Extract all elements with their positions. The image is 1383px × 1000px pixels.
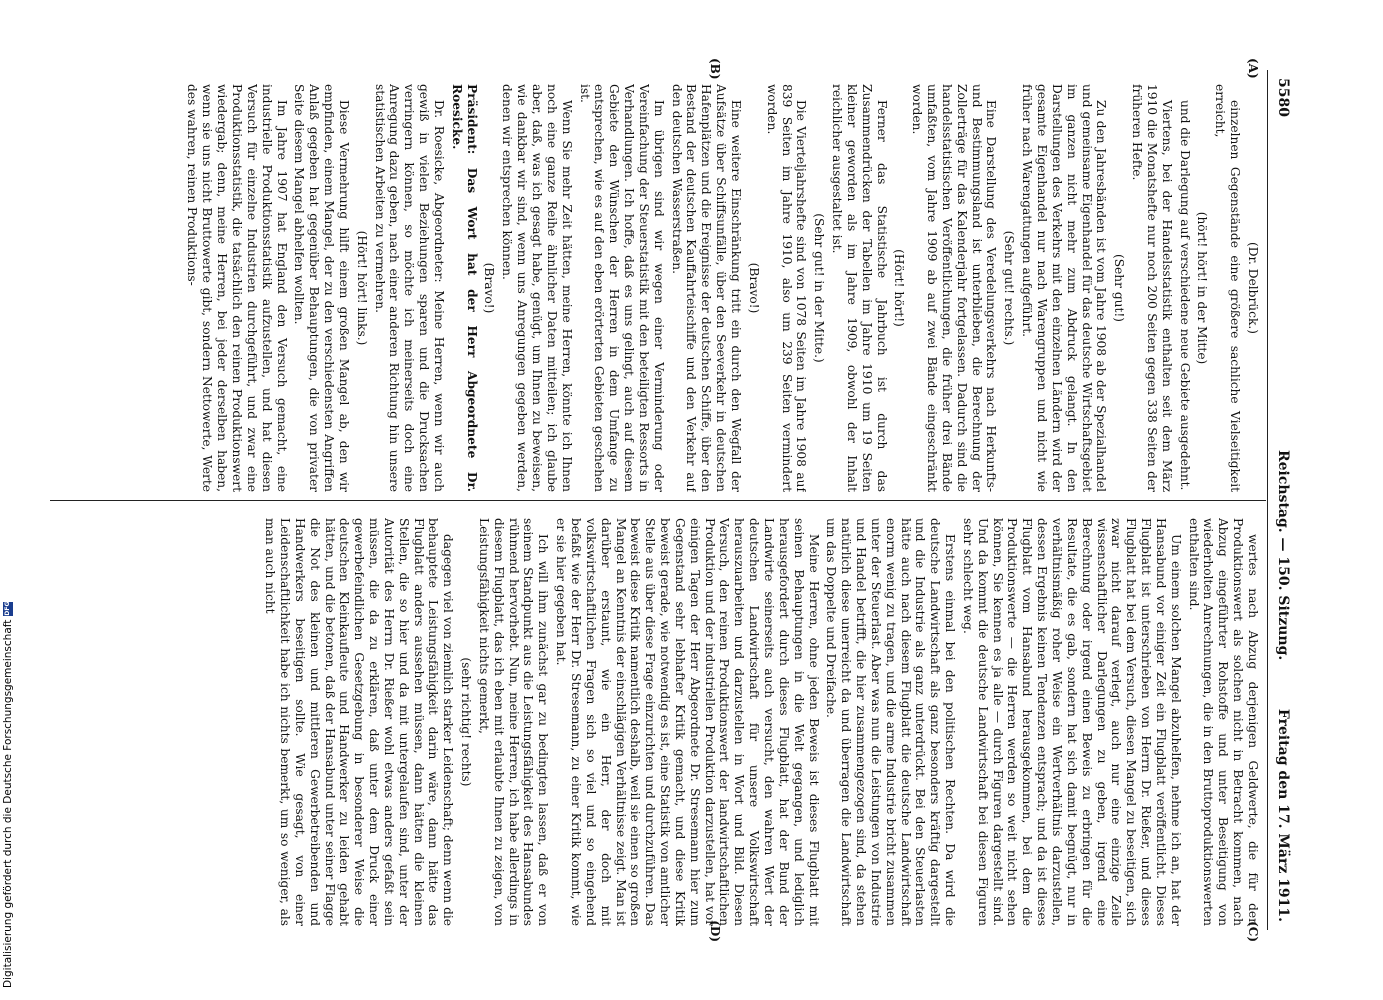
- paragraph: (Bravo!): [746, 262, 761, 314]
- paragraph: Meine Herren, ohne jeden Beweis ist dieses Flugblatt mit seinen Behauptungen in die Welt gegangen, und lediglich herausgefordert durch dieses Flugblatt, hat der Bund der Landwirte seinerseits auch versucht, den wahren Wert der deutschen Landwirtschaft für unsere Volkswirtschaft herauszuarbeiten und darzustellen in Wort und Bild. Diesen Versuch, den reinen Produktionswert der landwirtschaftlichen Produktion und der industriellen Produktion darzustellen, hat vor einigen Tagen der Herr Abgeordnete Dr. Stresemann hier zum Gegenstand sehr lebhafter Kritik gemacht, und diese Kritik beweist gerade, wie notwendig es ist, eine Statistik von amtlicher Stelle aus über diese Frage einzurichten und durchzuführen. Das beweist diese Kritik namentlich deshalb, weil sie einen so großen Mangel an Kenntnis der einschlägigen Verhältnisse zeigt. Man ist darüber erstaunt, wie ein Herr, der doch mit volkswirtschaftlichen Fragen sich so viel und so eingehend befaßt wie der Herr Dr. Stresemann, zu einer Kritik kommt, wie er sie hier gegeben hat.: [554, 518, 821, 926]
- paragraph: (hört! hört! in der Mitte): [1195, 211, 1210, 365]
- page-number: 5580: [1275, 78, 1291, 117]
- rotated-page: [50, 58, 1291, 942]
- paragraph: Viertens, bei der Handelsstatistik enthalten seit dem März 1910 die Monatshefte nur noch 200 Seiten gegen 338 Seiten der früheren Hefte.: [1130, 84, 1174, 492]
- paragraph: Ich will ihm zunächst gar zu bedingten lassen, daß er von seinem Standpunkt aus die Leistungsfähigkeit des Hansabundes rühmend hervorhebt. Nun, meine Herren, ich habe allerdings in diesem Flugblatt, das ich eben mit erlaubte Ihnen zu zeigen, von Leistungsfähigkeit nichts gemerkt,: [476, 518, 551, 926]
- header-rule: [1267, 70, 1268, 930]
- paragraph: Ferner das Statistische Jahrbuch ist durch das Zusammendrücken der Tabellen im Jahre 1910 um 19 Seiten kleiner geworden als im Jahre 1909, obwohl der Inhalt reichlicher ausgestaltet ist.: [830, 84, 889, 492]
- paragraph: Präsident: Das Wort hat der Herr Abgeordnete Dr. Roesicke.: [449, 84, 479, 492]
- paragraph: (Bravo!): [482, 262, 497, 314]
- margin-mark-d: (D): [708, 920, 722, 942]
- footer-credit: [2, 602, 14, 988]
- paragraph: Wenn Sie mehr Zeit hätten, meine Herren, könnte ich Ihnen noch eine ganze Reihe ähnlicher Daten mitteilen; ich glaube aber, daß, was ich gesagt habe, genügt, um Ihnen zu beweisen, wie dankbar wir sind, wenn uns Anregungen gegeben werden, denen wir entsprechen können.: [500, 84, 574, 492]
- paragraph: Im übrigen sind wir wegen einer Verminderung oder Vereinfachung der Steuerstatistik mit den beteiligten Ressorts in Verhandlungen. Ich hoffe, daß es uns gelingt, auch auf diesem Gebiete den Wünschen der Herren in dem Umfange zu entsprechen, wie es auf den eben erörterten Gebieten geschehen ist.: [577, 84, 666, 492]
- paragraph: Eine weitere Einschränkung tritt ein durch den Wegfall der Aufsätze über Schiffsunfälle, über den Seeverkehr in deutschen Hafenplätzen und die Ereignisse der deutschen Schiffe, über den Bestand der deutschen Kauffahrteischiffe und den Verkehr auf den deutschen Wasserstraßen.: [669, 84, 743, 492]
- paragraph: dagegen viel von ziemlich starker Leidenschaft; denn wenn die behauptete Leistungsfähigkeit darin wäre, dann hätte das Flugblatt anders aussehen müssen, dann hätten die kleinen Stellen, die so hier und da mit untergelaufen sind, unter der Autorität des Herrn Dr. Rießer wohl etwas anders gefaßt sein müssen, die da zu erklären, daß unter dem Druck einer gewerbefeindlichen Gesetzgebung in besonderer Weise die deutschen Kleinkaufleute und Handwerker zu leiden gehabt hätten, und die betonen, daß der Hansabund unter seiner Flagge die Not des kleinen und mittleren Gewerbetreibenden und Handwerkers beseitigen sollte. Wie gesagt, von einer Leidenschaftlichkeit habe ich nichts bemerkt, um so weniger, als man auch nicht: [263, 518, 456, 926]
- paragraph: (sehr richtig! rechts): [459, 657, 474, 787]
- paragraph: Um einem solchen Mangel abzuhelfen, nehme ich an, hat der Hansabund vor einiger Zeit ein Flugblatt veröffentlicht. Dieses Flugblatt ist unterschrieben von Herrn Dr. Rießer, und dieses Flugblatt hat bei dem Versuch, diesen Mangel zu beseitigen, sich zwar nicht darauf verlegt, auch nur eine einzige Zeile wissenschaftlicher Darlegungen zu geben, irgend eine Berechnung oder irgend einen Beweis zu erbringen für die Resultate, die es gab, sondern hat sich damit begnügt, nur in verhältnismäßig roher Weise ein Wertverhältnis darzustellen, dessen Ergebnis keinen Tendenzen entsprach; und da ist dieses Flugblatt vom Hansabund herausgekommen, bei dem die Produktionswerte — die Herren werden so weit nicht sehen können, Sie kennen es ja alle — durch Figuren dargestellt sind. Und da kommt die deutsche Landwirtschaft bei diesen Figuren sehr schlecht weg.: [960, 518, 1183, 926]
- right-text-column: [259, 518, 1260, 926]
- paragraph: Die Vierteljahrshefte sind von 1078 Seiten im Jahre 1908 auf 839 Seiten im Jahre 1910, also um 239 Seiten vermindert worden.: [764, 84, 809, 492]
- paragraph: (Hört! hört! links.): [354, 230, 369, 346]
- running-header: Reichstag. — 150. Sitzung.: [1275, 450, 1291, 661]
- left-text-column: [182, 84, 1260, 492]
- dfg-logo-icon: DFG: [4, 601, 11, 616]
- paragraph: wertes nach Abzug derjenigen Geldwerte, die für den Produktionswert als solchen nicht in Betracht kommen, nach Abzug eingeführter Rohstoffe und unter Beseitigung von wiederholten Anrechnungen, die in den Bruttoproduktionswerten enthalten sind.: [1186, 518, 1260, 926]
- margin-mark-c: (C): [1246, 921, 1260, 942]
- paragraph: Erstens einmal bei den politischen Rechten. Da wird die deutsche Landwirtschaft als ganz besonders kräftig dargestellt und die Industrie als ganz unterdrückt. Bei den Steuerlasten hätte auch nach diesem Flugblatt die deutsche Landwirtschaft enorm wenig zu tragen, und die arme Industrie bricht zusammen unter der Steuerlast. Aber was nun die Leistungen von Industrie und Handel betrifft, die hier zusammengezogen sind, da stehen natürlich diese unerreicht da und überragen die Landwirtschaft um das Doppelte und Dreifache.: [824, 518, 958, 926]
- credit-text: Digitalisierung gefördert durch die Deutsche Forschungsgemeinschaft: [2, 619, 14, 988]
- paragraph: (Hört! hört!): [892, 249, 907, 327]
- paragraph: Zu den Jahresbänden ist vom Jahre 1908 ab der Spezialhandel und gemeinsame Eigenhandel für das deutsche Wirtschaftsgebiet im ganzen nicht mehr zum Abdruck gelangt. In den Darstellungen des Verkehrs mit den einzelnen Ländern wird der gesamte Eigenhandel nur nach Warengruppen und nicht wie früher nach Warengattungen aufgeführt.: [1020, 84, 1109, 492]
- paragraph: (Sehr gut! rechts.): [1002, 230, 1017, 346]
- column-divider: [50, 500, 1266, 501]
- paragraph: Eine Darstellung des Veredelungsverkehrs nach Herkunfts- und Bestimmungsland ist unterblieben, die Berechnung der Zollerträge für das Kalenderjahr fortgelassen. Dadurch sind die handelsstatistischen Veröffentlichungen, die früher drei Bände umfaßten, vom Jahre 1909 ab auf zwei Bände eingeschränkt worden.: [910, 84, 999, 492]
- paragraph: und die Darlegung auf verschiedene neue Gebiete ausgedehnt.: [1177, 100, 1192, 491]
- margin-mark-b: (B): [708, 58, 722, 80]
- paragraph: (Sehr gut! in der Mitte.): [812, 213, 827, 363]
- paragraph: einzelnen Gegenstände eine größere sachliche Vielseitigkeit erreicht,: [1213, 84, 1243, 492]
- paragraph: (Dr. Delbrück.): [1246, 242, 1260, 334]
- header-date: Freitag den 17. März 1911.: [1275, 708, 1291, 922]
- paragraph: Dr. Roesicke, Abgeordneter: Meine Herren, wenn wir auch gewiß in vielen Beziehungen sparen und die Drucksachen verringern können, so möchte ich meinerseits doch eine Anregung dazu geben, nach einer anderen Richtung hin unsere statistischen Arbeiten zu vermehren.: [372, 84, 446, 492]
- paragraph: Im Jahre 1907 hat England den Versuch gemacht, eine industrielle Produktionsstatistik aufzustellen, und hat diesen Versuch für einzelne Industrien durchgeführt, und zwar eine Produktionsstatistik, die tatsächlich den reinen Produktionswert wiedergab; denn, meine Herren, bei jeder derselben haben, wenn sie uns nicht Bruttowerte gibt, sondern Nettowerte, Werte des wahren, reinen Produktions-: [185, 84, 289, 492]
- paragraph: (Sehr gut!): [1112, 253, 1127, 323]
- margin-mark-a: (A): [1246, 58, 1260, 79]
- paragraph: Diese Vermehrung hilft einem großen Mangel ab, den wir empfinden, einem Mangel, der zu den verschiedensten Angriffen Anlaß gegeben hat gegenüber Behauptungen, die von privater Seite diesem Mangel abhelfen wollten.: [292, 84, 351, 492]
